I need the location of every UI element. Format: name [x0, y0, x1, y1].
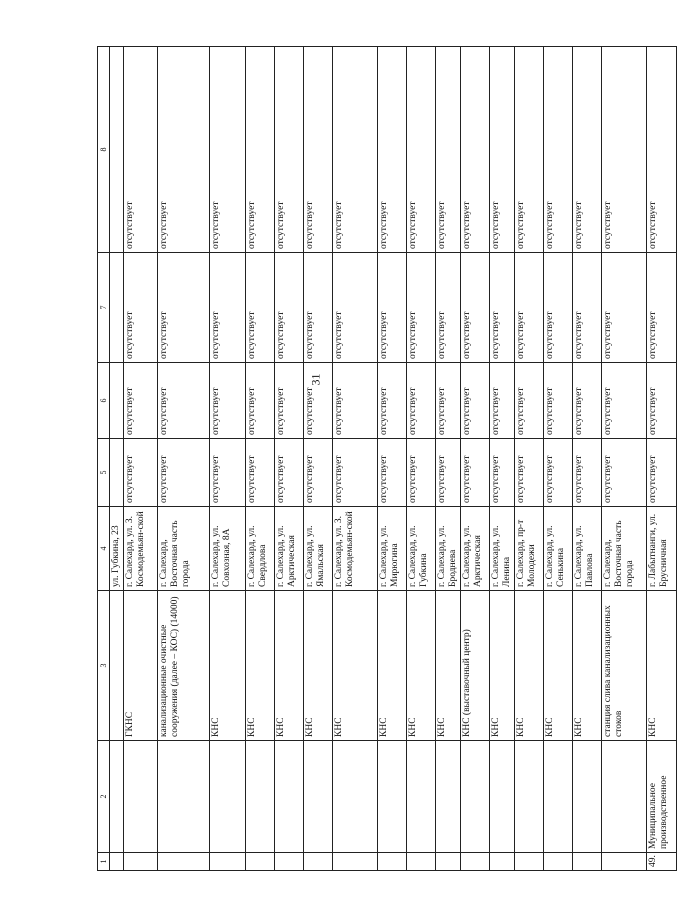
table-row — [490, 47, 515, 871]
col5-value: отсутствует — [246, 439, 275, 507]
col7-value: отсутствует — [378, 253, 407, 363]
col5-value: отсутствует — [573, 439, 602, 507]
object-name: ГКНС — [124, 591, 158, 741]
object-address: г. Лабытнанги, ул. Брусничная — [647, 507, 677, 591]
col7-value: отсутствует — [304, 253, 333, 363]
col7-value: отсутствует — [407, 253, 436, 363]
col7-value: отсутствует — [544, 253, 573, 363]
object-name: КНС — [490, 591, 515, 741]
object-address: ул. Губкина, 23 — [110, 507, 124, 591]
col5-value: отсутствует — [304, 439, 333, 507]
col5-value: отсутствует — [275, 439, 304, 507]
object-name: КНС — [275, 591, 304, 741]
table-row — [210, 47, 246, 871]
row-number — [246, 853, 275, 871]
object-name: КНС — [378, 591, 407, 741]
row-number — [333, 853, 378, 871]
col6-value: отсутствует — [246, 363, 275, 439]
object-address: г. Салехард, ул. Свердлова — [246, 507, 275, 591]
col5-value: отсутствует — [544, 439, 573, 507]
object-address: г. Салехард, ул. Броднева — [436, 507, 461, 591]
table-row — [407, 47, 436, 871]
table-row — [461, 47, 490, 871]
services-table — [97, 46, 677, 871]
object-address: г. Салехард, Восточная часть города — [602, 507, 647, 591]
col8-value: отсутствует — [573, 47, 602, 253]
row-number — [158, 853, 210, 871]
col5-value: отсутствует — [210, 439, 246, 507]
col5-value: отсутствует — [333, 439, 378, 507]
table-row — [647, 47, 677, 871]
table-row — [436, 47, 461, 871]
col8-value: отсутствует — [124, 47, 158, 253]
organization-name — [246, 741, 275, 853]
col8-value: отсутствует — [490, 47, 515, 253]
organization-name — [304, 741, 333, 853]
col7-value — [110, 253, 124, 363]
object-name: станция слива канализационных стоков — [602, 591, 647, 741]
row-number — [275, 853, 304, 871]
column-number: 2 — [98, 741, 110, 853]
col5-value: отсутствует — [461, 439, 490, 507]
col8-value: отсутствует — [275, 47, 304, 253]
col6-value: отсутствует — [515, 363, 544, 439]
organization-name — [461, 741, 490, 853]
object-name: КНС — [544, 591, 573, 741]
row-number — [124, 853, 158, 871]
row-number — [110, 853, 124, 871]
col6-value: отсутствует — [333, 363, 378, 439]
col6-value: отсутствует — [490, 363, 515, 439]
object-address: г. Салехард, ул. Совхозная, 8А — [210, 507, 246, 591]
object-name: КНС — [573, 591, 602, 741]
column-number: 3 — [98, 591, 110, 741]
column-number: 5 — [98, 439, 110, 507]
col6-value: отсутствует — [158, 363, 210, 439]
col7-value: отсутствует — [246, 253, 275, 363]
object-address: г. Салехард, ул. Губкина — [407, 507, 436, 591]
object-name: канализационные очистные сооружения (далее – КОС) (14000) — [158, 591, 210, 741]
col5-value: отсутствует — [602, 439, 647, 507]
col6-value: отсутствует — [544, 363, 573, 439]
col8-value: отсутствует — [515, 47, 544, 253]
organization-name — [407, 741, 436, 853]
object-name: КНС — [304, 591, 333, 741]
organization-name — [124, 741, 158, 853]
col7-value: отсутствует — [573, 253, 602, 363]
table-row — [544, 47, 573, 871]
column-number: 1 — [98, 853, 110, 871]
col6-value: отсутствует — [124, 363, 158, 439]
column-number-row — [98, 47, 110, 871]
table-row — [515, 47, 544, 871]
col6-value: отсутствует — [602, 363, 647, 439]
table-row — [124, 47, 158, 871]
col5-value: отсутствует — [490, 439, 515, 507]
organization-name: Муниципальное производственное — [647, 741, 677, 853]
page-number: 31 — [308, 373, 323, 386]
col7-value: отсутствует — [210, 253, 246, 363]
row-number — [544, 853, 573, 871]
object-name: КНС — [436, 591, 461, 741]
table-row — [333, 47, 378, 871]
object-name: КНС — [210, 591, 246, 741]
col5-value: отсутствует — [515, 439, 544, 507]
organization-name — [602, 741, 647, 853]
col6-value: отсутствует — [573, 363, 602, 439]
row-number — [378, 853, 407, 871]
row-number — [490, 853, 515, 871]
col6-value: отсутствует — [210, 363, 246, 439]
organization-name — [544, 741, 573, 853]
col6-value: отсутствует — [304, 363, 333, 439]
col7-value: отсутствует — [515, 253, 544, 363]
col6-value: отсутствует — [275, 363, 304, 439]
col6-value — [110, 363, 124, 439]
col8-value: отсутствует — [210, 47, 246, 253]
col5-value: отсутствует — [124, 439, 158, 507]
organization-name — [275, 741, 304, 853]
column-number: 4 — [98, 507, 110, 591]
col5-value: отсутствует — [436, 439, 461, 507]
organization-name — [378, 741, 407, 853]
object-address: г. Салехард, ул. З. Космодемьян-ской — [333, 507, 378, 591]
column-number: 6 — [98, 363, 110, 439]
table-row — [378, 47, 407, 871]
rotated-table-area — [97, 47, 669, 871]
col8-value: отсутствует — [407, 47, 436, 253]
organization-name — [490, 741, 515, 853]
object-name — [110, 591, 124, 741]
object-name: КНС — [246, 591, 275, 741]
table-row — [602, 47, 647, 871]
col6-value: отсутствует — [407, 363, 436, 439]
col7-value: отсутствует — [490, 253, 515, 363]
col7-value: отсутствует — [461, 253, 490, 363]
organization-name — [110, 741, 124, 853]
table-row — [573, 47, 602, 871]
table-row — [110, 47, 124, 871]
organization-name — [573, 741, 602, 853]
col8-value: отсутствует — [647, 47, 677, 253]
col8-value: отсутствует — [544, 47, 573, 253]
col7-value: отсутствует — [436, 253, 461, 363]
col7-value: отсутствует — [158, 253, 210, 363]
col8-value: отсутствует — [158, 47, 210, 253]
col5-value: отсутствует — [647, 439, 677, 507]
col8-value: отсутствует — [304, 47, 333, 253]
col5-value: отсутствует — [407, 439, 436, 507]
organization-name — [515, 741, 544, 853]
organization-name — [158, 741, 210, 853]
col7-value: отсутствует — [602, 253, 647, 363]
table-body — [98, 47, 677, 871]
col5-value: отсутствует — [378, 439, 407, 507]
col5-value: отсутствует — [158, 439, 210, 507]
col6-value: отсутствует — [647, 363, 677, 439]
object-name: КНС — [333, 591, 378, 741]
row-number — [304, 853, 333, 871]
object-address: г. Салехард, ул. Павлова — [573, 507, 602, 591]
col8-value: отсутствует — [436, 47, 461, 253]
row-number — [210, 853, 246, 871]
object-address: г. Салехард, ул. Ленина — [490, 507, 515, 591]
table-row — [246, 47, 275, 871]
col6-value: отсутствует — [378, 363, 407, 439]
object-address: г. Салехард, ул. Мирюгина — [378, 507, 407, 591]
row-number — [407, 853, 436, 871]
row-number — [573, 853, 602, 871]
row-number — [461, 853, 490, 871]
object-address: г. Салехард, ул. Ямальская — [304, 507, 333, 591]
object-address: г. Салехард, ул. Арктическая — [275, 507, 304, 591]
object-address: г. Салехард, ул. З. Космодемьян-ской — [124, 507, 158, 591]
object-address: г. Салехард, пр-т Молодежи — [515, 507, 544, 591]
object-address: г. Салехард, Восточная часть города — [158, 507, 210, 591]
row-number — [515, 853, 544, 871]
object-name: КНС (выставочный центр) — [461, 591, 490, 741]
object-address: г. Салехард, ул. Арктическая — [461, 507, 490, 591]
col6-value: отсутствует — [436, 363, 461, 439]
col8-value: отсутствует — [378, 47, 407, 253]
col7-value: отсутствует — [647, 253, 677, 363]
col7-value: отсутствует — [275, 253, 304, 363]
organization-name — [333, 741, 378, 853]
column-number: 7 — [98, 253, 110, 363]
table-row — [158, 47, 210, 871]
column-number: 8 — [98, 47, 110, 253]
col8-value: отсутствует — [461, 47, 490, 253]
object-name: КНС — [515, 591, 544, 741]
row-number — [602, 853, 647, 871]
row-number — [436, 853, 461, 871]
col7-value: отсутствует — [124, 253, 158, 363]
col5-value — [110, 439, 124, 507]
col6-value: отсутствует — [461, 363, 490, 439]
col8-value: отсутствует — [333, 47, 378, 253]
col8-value: отсутствует — [602, 47, 647, 253]
col8-value: отсутствует — [246, 47, 275, 253]
col8-value — [110, 47, 124, 253]
object-address: г. Салехард, ул. Сенькина — [544, 507, 573, 591]
organization-name — [210, 741, 246, 853]
object-name: КНС — [647, 591, 677, 741]
object-name: КНС — [407, 591, 436, 741]
table-row — [304, 47, 333, 871]
row-number: 49. — [647, 853, 677, 871]
col7-value: отсутствует — [333, 253, 378, 363]
organization-name — [436, 741, 461, 853]
table-row — [275, 47, 304, 871]
